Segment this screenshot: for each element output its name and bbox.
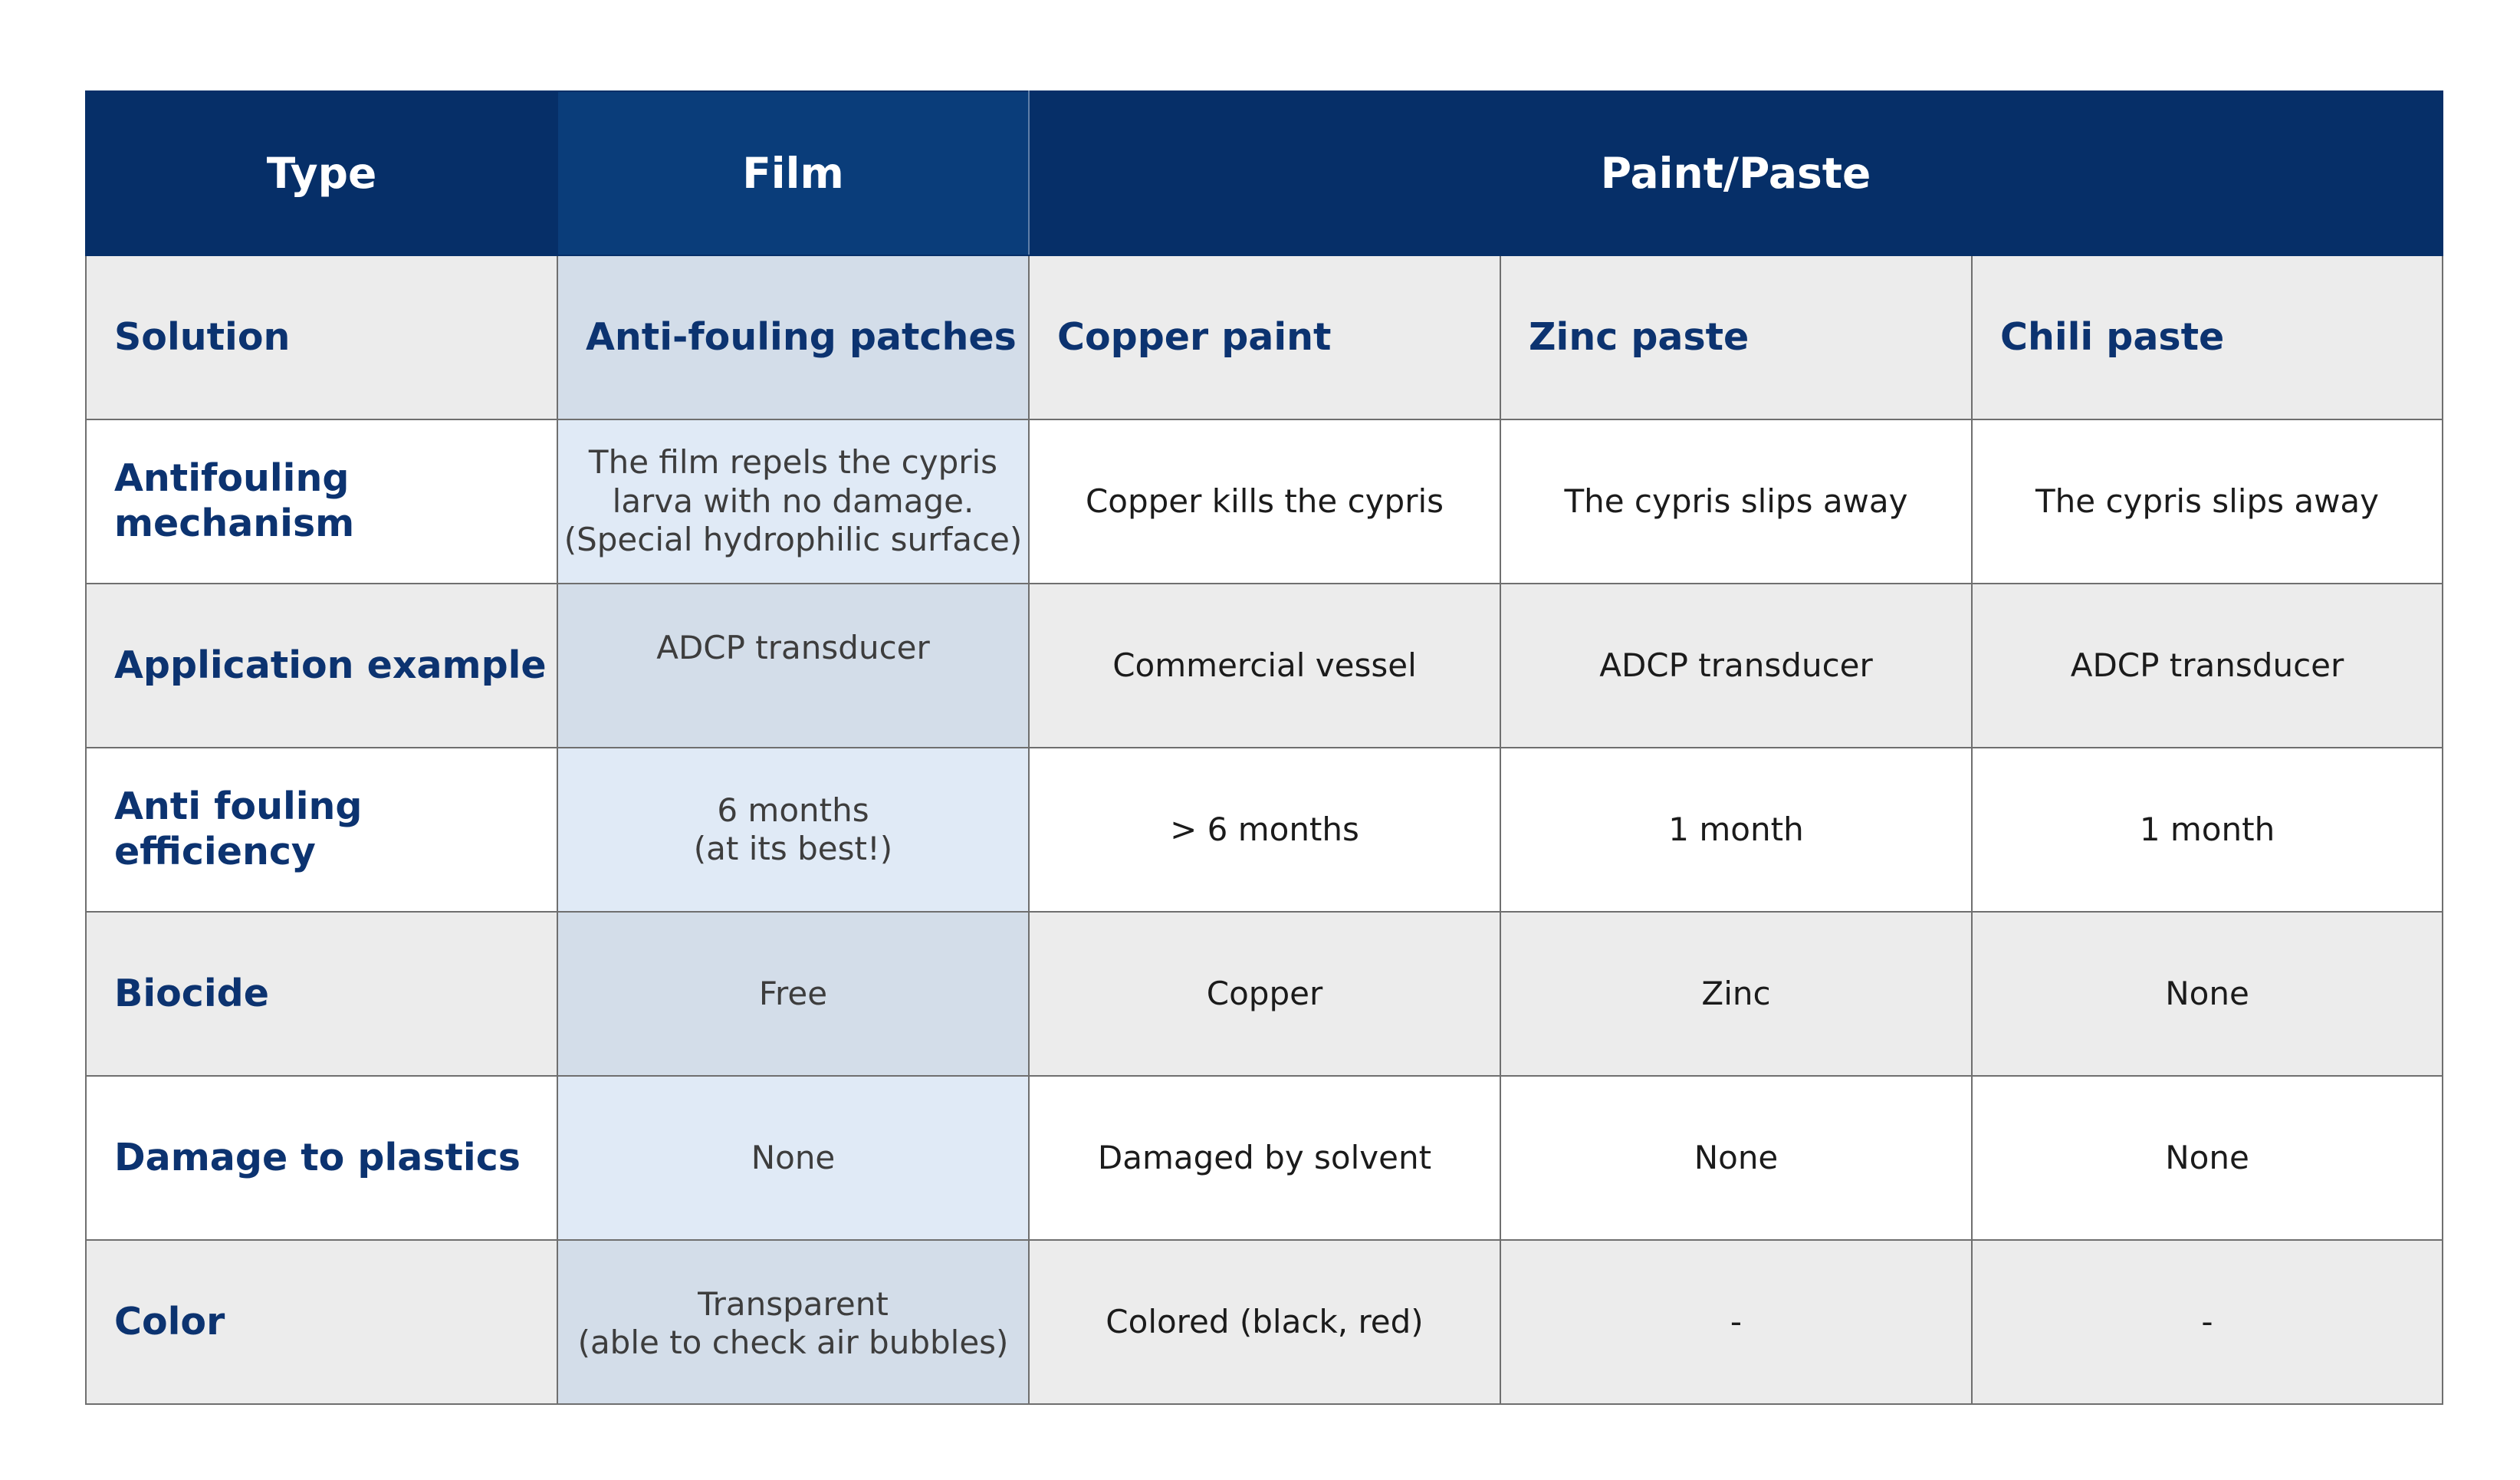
header-type: Type <box>86 91 557 255</box>
row-label: Antifouling mechanism <box>86 419 557 584</box>
row-label: Color <box>86 1240 557 1404</box>
row-solution <box>86 255 2443 419</box>
row-label: Application example <box>86 584 557 748</box>
film-cell <box>557 912 1029 1076</box>
copper-cell: > 6 months <box>1029 748 1500 912</box>
film-cell <box>557 1076 1029 1240</box>
zinc-cell: Zinc <box>1500 912 1972 1076</box>
film-line: The film repels the cypris <box>588 443 998 482</box>
chili-cell: None <box>1972 912 2443 1076</box>
row-biocide <box>86 912 2443 1076</box>
chili-cell: - <box>1972 1240 2443 1404</box>
film-line: (Special hydrophilic surface) <box>563 521 1023 559</box>
copper-cell: Damaged by solvent <box>1029 1076 1500 1240</box>
film-line: Transparent <box>698 1285 889 1323</box>
film-cell <box>557 1240 1029 1404</box>
zinc-cell: None <box>1500 1076 1972 1240</box>
copper-cell: Copper paint <box>1029 255 1500 419</box>
film-line: None <box>751 1138 836 1176</box>
row-application-example <box>86 584 2443 748</box>
film-line: Free <box>758 974 828 1012</box>
film-line: 6 months <box>717 791 869 829</box>
zinc-cell: The cypris slips away <box>1500 419 1972 584</box>
chili-cell: ADCP transducer <box>1972 584 2443 748</box>
row-label: Anti fouling efficiency <box>86 748 557 912</box>
copper-cell: Colored (black, red) <box>1029 1240 1500 1404</box>
copper-cell: Commercial vessel <box>1029 584 1500 748</box>
header-film: Film <box>557 91 1029 255</box>
zinc-cell: 1 month <box>1500 748 1972 912</box>
zinc-cell: - <box>1500 1240 1972 1404</box>
film-line: ADCP transducer <box>656 629 930 666</box>
film-line: larva with no damage. <box>612 482 974 520</box>
zinc-cell: ADCP transducer <box>1500 584 1972 748</box>
film-line: (able to check air bubbles) <box>577 1324 1009 1362</box>
row-anti-fouling-efficiency <box>86 748 2443 912</box>
film-line: (at its best!) <box>693 830 893 867</box>
film-cell <box>557 748 1029 912</box>
comparison-table <box>85 90 2443 1405</box>
chili-cell: None <box>1972 1076 2443 1240</box>
header-row <box>86 91 2443 255</box>
chili-cell: Chili paste <box>1972 255 2443 419</box>
header-paint-paste: Paint/Paste <box>1029 91 2443 255</box>
row-color <box>86 1240 2443 1404</box>
film-cell <box>557 584 1029 748</box>
film-cell <box>557 419 1029 584</box>
film-cell <box>557 255 1029 419</box>
row-antifouling-mechanism <box>86 419 2443 584</box>
copper-cell: Copper kills the cypris <box>1029 419 1500 584</box>
copper-cell: Copper <box>1029 912 1500 1076</box>
row-label: Damage to plastics <box>86 1076 557 1240</box>
chili-cell: 1 month <box>1972 748 2443 912</box>
zinc-cell: Zinc paste <box>1500 255 1972 419</box>
row-label: Biocide <box>86 912 557 1076</box>
chili-cell: The cypris slips away <box>1972 419 2443 584</box>
film-line: Anti-fouling patches <box>586 314 1017 359</box>
row-damage-to-plastics <box>86 1076 2443 1240</box>
row-label: Solution <box>86 255 557 419</box>
